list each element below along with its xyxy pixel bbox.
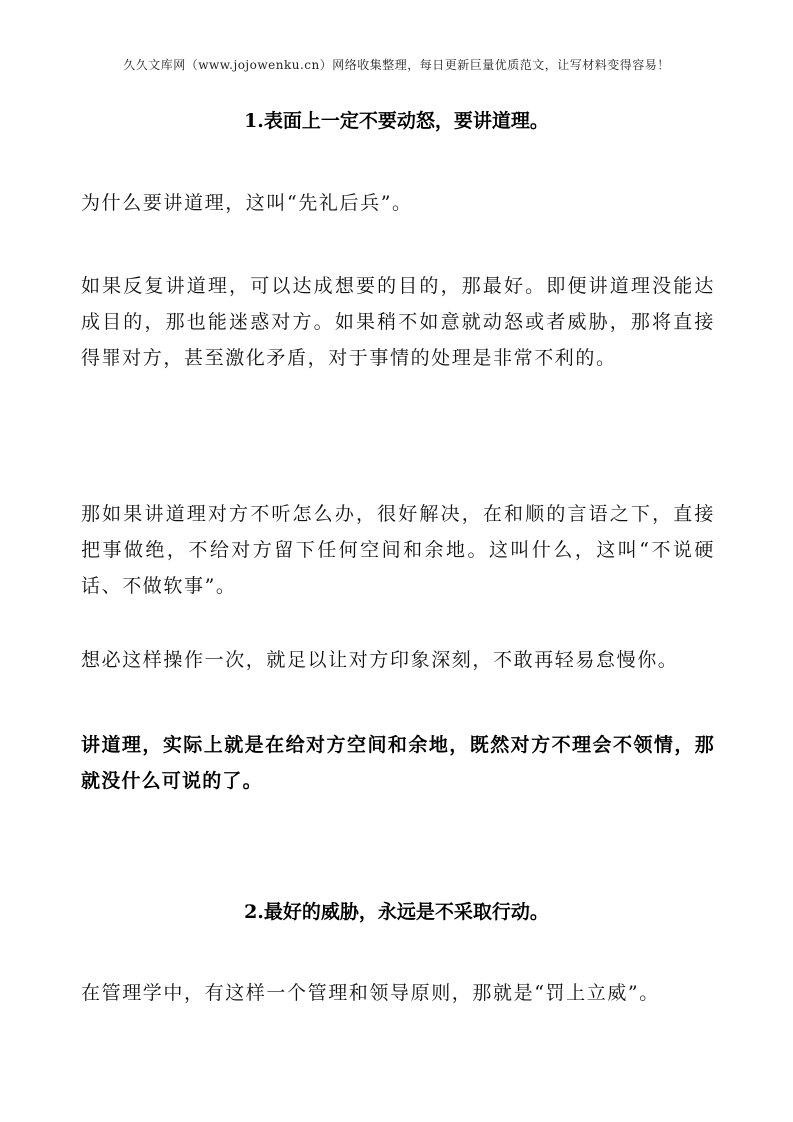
bold-paragraph: 讲道理，实际上就是在给对方空间和余地，既然对方不理会不领情，那就没什么可说的了。 [81,734,715,792]
section-1-heading: 1.表面上一定不要动怒，要讲道理。 [244,110,549,132]
section-2-heading: 2.最好的威胁，永远是不采取行动。 [244,901,549,923]
paragraph-2: 如果反复讲道理，可以达成想要的目的，那最好。即便讲道理没能达成目的，那也能迷惑对方。如果稍不如意就动怒或者威胁，那将直接得罪对方，甚至激化矛盾，对于事情的处理是非常不利的。 [81,275,715,369]
page-header: 久久文库网（www.jojowenku.cn）网络收集整理，每日更新巨量优质范文，让写材料变得容易！ [123,58,670,72]
paragraph-5: 在管理学中，有这样一个管理和领导原则，那就是“罚上立威”。 [81,982,660,1004]
paragraph-4: 想必这样操作一次，就足以让对方印象深刻，不敢再轻易怠慢你。 [81,649,679,671]
paragraph-1: 为什么要讲道理，这叫“先礼后兵”。 [81,192,413,214]
paragraph-3: 那如果讲道理对方不听怎么办，很好解决，在和顺的言语之下，直接把事做绝，不给对方留下任何空间和余地。这叫什么，这叫“不说硬话、不做软事”。 [81,503,715,597]
